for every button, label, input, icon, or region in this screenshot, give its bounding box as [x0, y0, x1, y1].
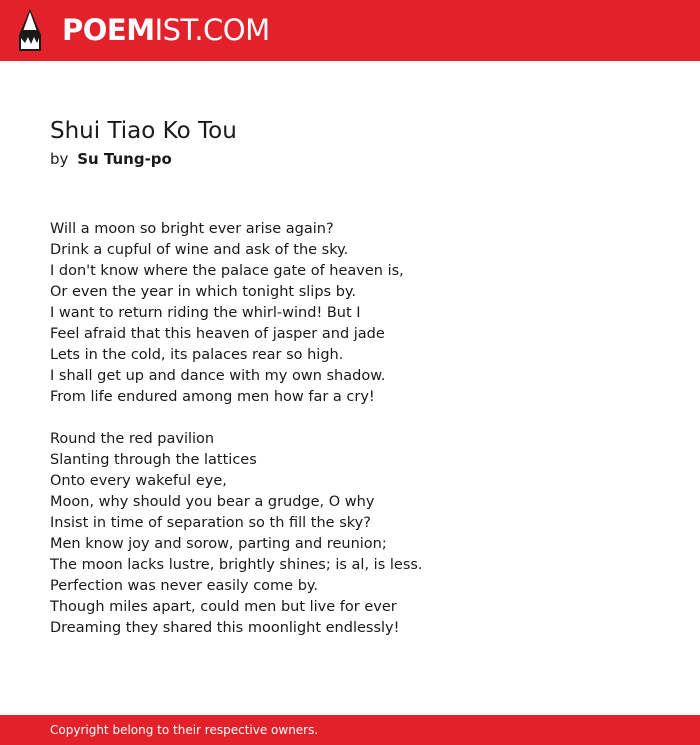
poem-line: Dreaming they shared this moonlight endlessly! — [50, 620, 400, 636]
poem-line: Though miles apart, could men but live for ever — [50, 599, 397, 615]
copyright-text: Copyright belong to their respective owners. — [50, 723, 319, 737]
site-footer — [0, 715, 700, 745]
logo-bold-text: POEM — [62, 13, 155, 47]
by-label: by — [50, 150, 69, 168]
poem-line: Drink a cupful of wine and ask of the sky. — [50, 242, 349, 258]
site-logo-link[interactable] — [62, 12, 270, 48]
pen-nib-icon[interactable] — [17, 9, 43, 51]
poem-line: I don't know where the palace gate of heaven is, — [50, 263, 404, 279]
poem-line: I shall get up and dance with my own shadow. — [50, 368, 386, 384]
poem-line: I want to return riding the whirl-wind! But I — [50, 305, 361, 321]
poem-line: Will a moon so bright ever arise again? — [50, 221, 334, 237]
site-header — [0, 0, 700, 61]
poem-title: Shui Tiao Ko Tou — [50, 118, 237, 144]
poem-line: Slanting through the lattices — [50, 452, 257, 468]
poem-line: Round the red pavilion — [50, 431, 215, 447]
logo-thin-text: IST.COM — [154, 13, 270, 47]
poem-line: From life endured among men how far a cry! — [50, 389, 375, 405]
poem-byline — [50, 148, 172, 170]
poem-line: Feel afraid that this heaven of jasper and jade — [50, 326, 385, 342]
poem-stanza-1 — [50, 219, 670, 408]
poem-line: Men know joy and sorow, parting and reunion; — [50, 536, 387, 552]
poem-body — [50, 219, 670, 639]
poem-stanza-2 — [50, 429, 670, 639]
poem-line: Moon, why should you bear a grudge, O why — [50, 494, 375, 510]
poem-line: Onto every wakeful eye, — [50, 473, 227, 489]
poem-line: Perfection was never easily come by. — [50, 578, 319, 594]
poem-line: Insist in time of separation so th fill the sky? — [50, 515, 371, 531]
poem-author: Su Tung-po — [77, 150, 172, 168]
poem-line: Lets in the cold, its palaces rear so high. — [50, 347, 344, 363]
poem-line: The moon lacks lustre, brightly shines; is al, is less. — [50, 557, 423, 573]
poem-line: Or even the year in which tonight slips by. — [50, 284, 357, 300]
